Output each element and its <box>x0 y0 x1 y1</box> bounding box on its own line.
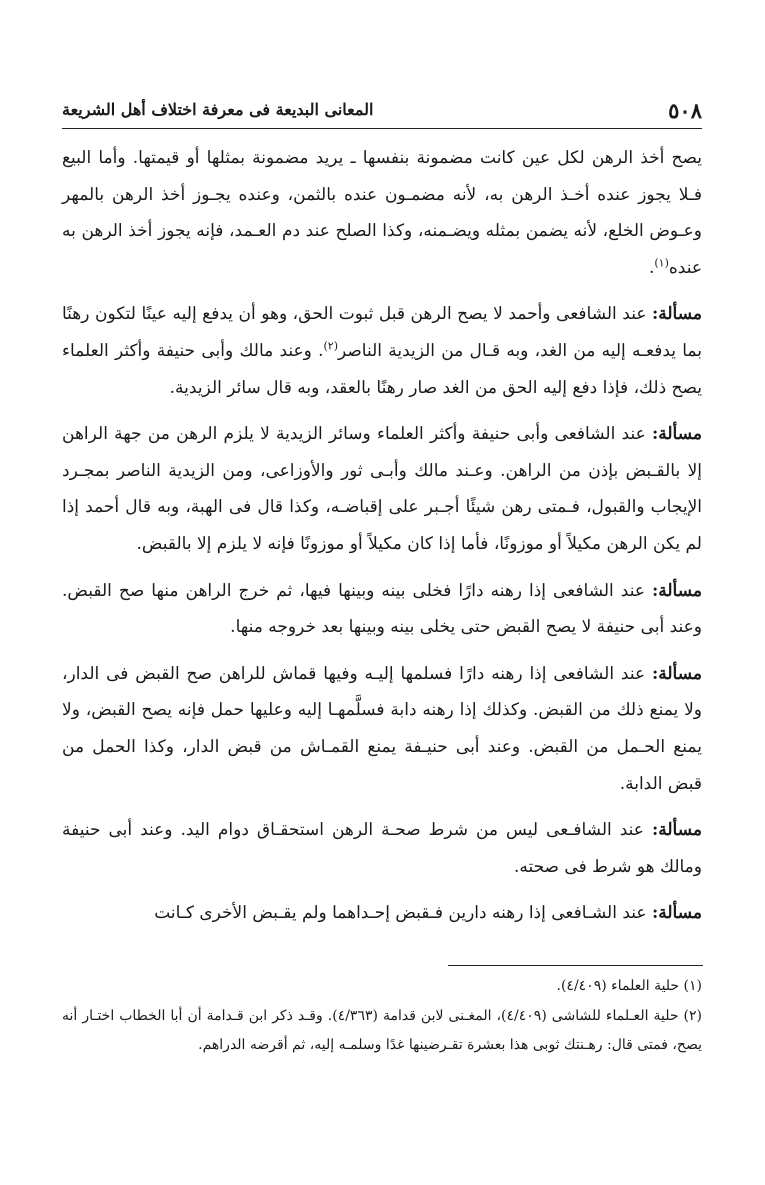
paragraph-text: عند الشافـعى ليس من شرط صحـة الرهن استحقـاق دوام اليد. وعند أبى حنيفة ومالك هو شرط فى صحته. <box>62 820 702 877</box>
main-text <box>62 140 702 942</box>
footnotes <box>62 972 702 1061</box>
page-header <box>62 96 702 128</box>
masala-keyword: مسألة: <box>651 820 702 841</box>
footnote-divider <box>448 965 703 966</box>
paragraph-text: يصح أخذ الرهن لكل عين كانت مضمونة بنفسها ـ يريد مضمونة بمثلها أو قيمتها. وأما البيع فـلا يجوز عنده أخـذ الرهن به، لأنه مضمـون عنده بالثمن، وعنده يجـوز أخذ الرهن بالمهر وعـوض الخلع، لأنه يضمن بمثله ويضـمنه، وكذا الصلح عند دم العـمد، فإنه يجوز أخذ الرهن به عنده <box>62 148 702 278</box>
masala-paragraph <box>62 573 702 646</box>
paragraph-text: عند الشـافعى إذا رهنه دارين فـقبض إحـداهما ولم يقـبض الأخرى كـانت <box>154 903 652 924</box>
page-number: ٥٠٨ <box>668 98 702 123</box>
masala-keyword: مسألة: <box>651 304 702 325</box>
footnote-marker: (٢) <box>323 339 338 353</box>
masala-keyword: مسألة: <box>651 663 702 684</box>
running-title: المعانى البديعة فى معرفة اختلاف أهل الشريعة <box>62 100 374 119</box>
masala-keyword: مسألة: <box>651 424 702 445</box>
continuation-paragraph: يصح أخذ الرهن لكل عين كانت مضمونة بنفسها ـ يريد مضمونة بمثلها أو قيمتها. وأما البيع فـلا يجوز عنده أخـذ الرهن به، لأنه مضمـون عنده بالثمن، وعنده يجـوز أخذ الرهن بالمهر وعـوض الخلع، لأنه يضمن بمثله ويضـمنه، وكذا الصلح عند دم العـمد، فإنه يجوز أخذ الرهن به عنده$^{(١)}$. <box>62 148 702 278</box>
masala-keyword: مسألة: <box>651 903 702 924</box>
footnote: (٢) حلية العـلماء للشاشى (٤/٤٠٩)، المغـنى لابن قدامة (٤/٣٦٣). وقـد ذكر ابن قـدامة أن أبا الخطاب اختـار أنه يصح، فمتى قال: رهـنتك ثوبى هذا بعشرة تقـرضينها غدًا وسلمـه إليه، ثم أقرضه الدراهم. <box>62 1007 703 1053</box>
masala-paragraph <box>62 416 702 562</box>
masala-paragraph <box>62 296 702 406</box>
masala-paragraph <box>62 656 702 802</box>
paragraph-text: عند الشافعى إذا رهنه دارًا فسلمها إليـه وفيها قماش للراهن صح القبض فى الدار، ولا يمنع ذلك من القبض. وكذلك إذا رهنه دابة فسلَّمهـا إليه وعليها حمل فإنه يصح القبض، ولا يمنع الحـمل من القبض. وعند أبى حنيـفة يمنع القمـاش من قبض الدار، وكذا الحمل من قبض الدابة. <box>62 663 702 794</box>
footnote: (١) حلية العلماء (٤/٤٠٩). <box>556 978 702 994</box>
masala-paragraph <box>62 895 702 932</box>
masala-paragraph <box>62 812 702 885</box>
paragraph-text-continued: . وعند مالك وأبى حنيفة وأكثر العلماء يصح ذلك، فإذا دفع إليه الحق من الغد صار رهنًا بالعقد، وبه قال سائر الزيدية. <box>62 340 702 398</box>
masala-keyword: مسألة: <box>651 580 702 601</box>
paragraph-text: عند الشافعى وأحمد لا يصح الرهن قبل ثبوت الحق، وهو أن يدفع إليه عينًا لتكون رهنًا بما يدفعـه إليه من الغد، وبه قـال من الزيدية الناصر <box>62 304 702 361</box>
paragraph-text: عند الشافعى وأبى حنيفة وأكثر العلماء وسائر الزيدية لا يلزم الرهن من جهة الراهن إلا بالقـبض بإذن من الراهن. وعـند مالك وأبـى ثور والأوزاعى، ومن الزيدية الناصر بمجـرد الإيجاب والقبول، فـمتى رهن شيئًا أجـبر على إقباضـه، وكذا قال فى الهبة، وبه قال أحمد إذا لم يكن الرهن مكيلاً أو موزونًا، فأما إذا كان مكيلاً أو موزونًا فإنه لا يلزم إلا بالقبض. <box>62 424 702 554</box>
paragraph-text: عند الشافعى إذا رهنه دارًا فخلى بينه وبينها فيها، ثم خرج الراهن منها صح القبض. وعند أبى حنيفة لا يصح القبض حتى يخلى بينه وبينها بعد خروجه منها. <box>62 580 702 638</box>
header-divider <box>62 128 702 129</box>
footnote-marker: (١) <box>654 256 669 270</box>
